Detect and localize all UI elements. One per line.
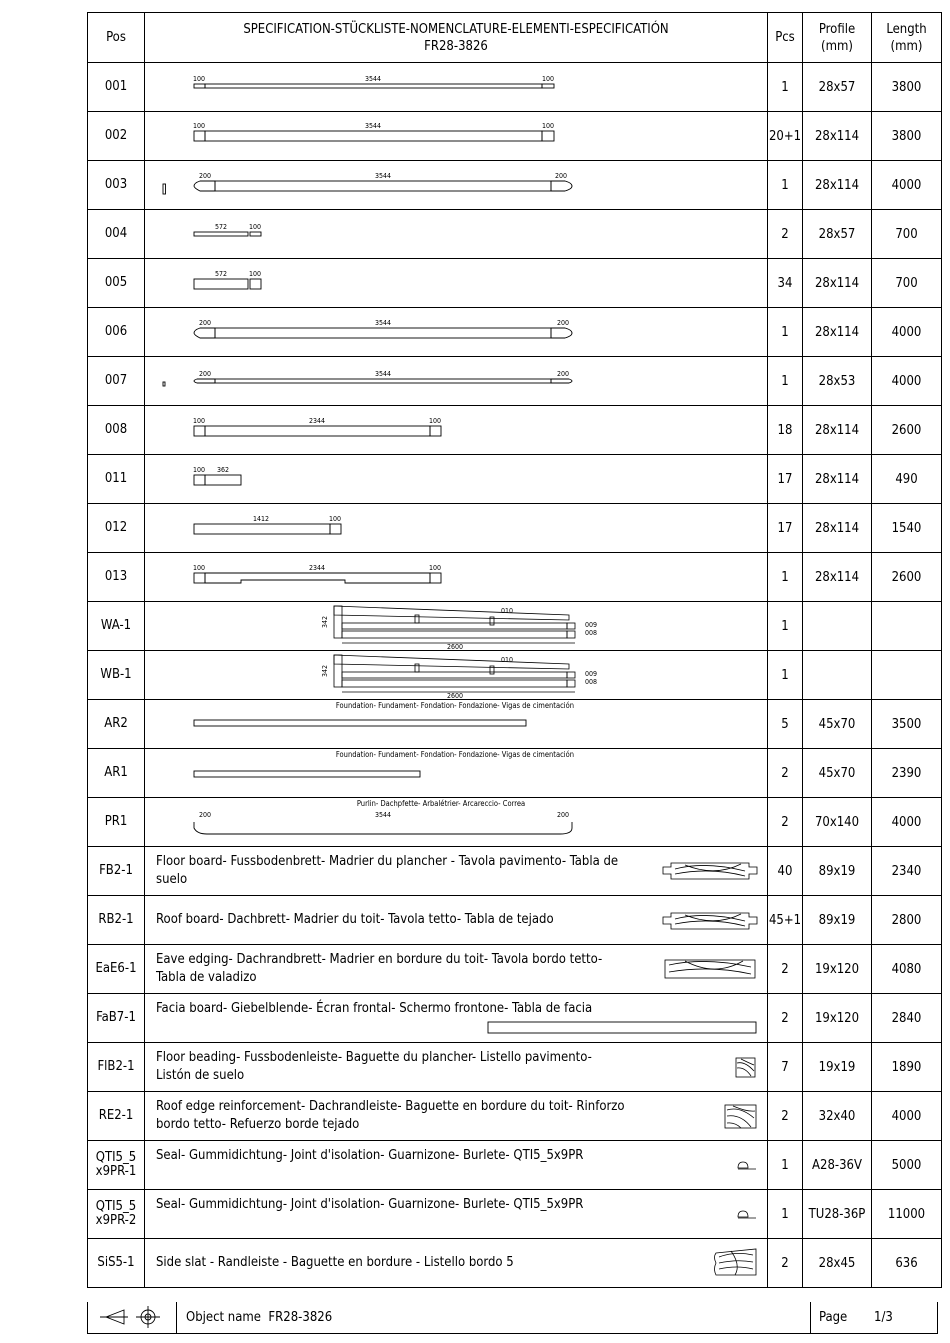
- part-drawing: [145, 406, 768, 455]
- dim-label: 1412: [252, 515, 270, 523]
- part-drawing: [145, 896, 768, 945]
- dim-label: 100: [192, 75, 206, 83]
- part-note: Foundation- Fundament- Fondation- Fondazione- Vigas de cimentación: [335, 750, 575, 759]
- part-drawing-012: [145, 504, 767, 552]
- seal-profile-icon: [145, 1141, 767, 1189]
- length-cell: 1540: [872, 504, 942, 553]
- pcs-cell: 17: [768, 455, 803, 504]
- profile-cell: 28x114: [803, 112, 872, 161]
- part-drawing: [145, 1043, 768, 1092]
- dim-label: 3544: [374, 370, 392, 378]
- part-description: Roof board- Dachbrett- Madrier du toit- Tavola tetto- Tabla de tejado: [156, 912, 554, 927]
- profile-cell: 28x57: [803, 210, 872, 259]
- header-profile-unit: (mm): [821, 38, 853, 54]
- table-row: [88, 553, 942, 602]
- pos-cell: FaB7-1: [88, 994, 145, 1043]
- table-row: [88, 112, 942, 161]
- pos-cell: 007: [88, 357, 145, 406]
- board-profile-icon: [145, 945, 767, 993]
- pcs-cell: 2: [768, 945, 803, 994]
- dim-label: 342: [321, 664, 329, 678]
- length-cell: 700: [872, 259, 942, 308]
- dim-label: 2344: [308, 417, 326, 425]
- dim-label: 200: [554, 172, 568, 180]
- part-drawing: [145, 700, 768, 749]
- dim-label: 009: [584, 670, 598, 678]
- profile-cell: 45x70: [803, 749, 872, 798]
- table-row: [88, 798, 942, 847]
- pcs-cell: 2: [768, 749, 803, 798]
- pcs-cell: 1: [768, 602, 803, 651]
- pcs-cell: 17: [768, 504, 803, 553]
- pos-cell: 001: [88, 63, 145, 112]
- board-profile-icon: [145, 896, 767, 944]
- part-drawing: [145, 259, 768, 308]
- part-drawing-002: [145, 112, 767, 160]
- length-cell: 1890: [872, 1043, 942, 1092]
- pos-cell: [88, 1190, 145, 1239]
- part-drawing-006: [145, 308, 767, 356]
- table-row: [88, 847, 942, 896]
- seal-profile-icon: [145, 1190, 767, 1238]
- pcs-cell: 5: [768, 700, 803, 749]
- dim-label: 100: [192, 564, 206, 572]
- length-cell: 11000: [872, 1190, 942, 1239]
- pcs-cell: 2: [768, 994, 803, 1043]
- part-description: Eave edging- Dachrandbrett- Madrier en bordure du toit- Tavola bordo tetto- Tabla de valadizo: [156, 952, 603, 985]
- specification-table: [87, 12, 942, 1288]
- title-block: [87, 1302, 938, 1334]
- profile-cell: 45x70: [803, 700, 872, 749]
- part-drawing: [145, 63, 768, 112]
- profile-cell: 28x114: [803, 161, 872, 210]
- table-row: [88, 259, 942, 308]
- table-row: [88, 1239, 942, 1288]
- header-row: [88, 13, 942, 63]
- profile-cell: A28-36V: [803, 1141, 872, 1190]
- part-drawing: [145, 357, 768, 406]
- part-drawing-001: [145, 63, 767, 111]
- dim-label: 2344: [308, 564, 326, 572]
- dim-label: 2600: [446, 692, 464, 700]
- pos-line: QTI5_5: [95, 1199, 137, 1214]
- spec-title: SPECIFICATION-STÜCKLISTE-NOMENCLATURE-ELEMENTI-ESPECIFICATIÓN: [243, 21, 669, 37]
- part-description: Floor board- Fussbodenbrett- Madrier du plancher - Tavola pavimento- Tabla de suelo: [156, 854, 619, 887]
- pos-cell: 003: [88, 161, 145, 210]
- profile-cell: 19x120: [803, 994, 872, 1043]
- part-description: Roof edge reinforcement- Dachrandleiste- Baguette en bordure du toit- Rinforzo bordo tetto- Refuerzo borde tejado: [156, 1099, 625, 1132]
- pcs-cell: 45+1: [768, 896, 803, 945]
- object-name-value: FR28-3826: [268, 1310, 333, 1325]
- header-profile: [803, 13, 872, 63]
- dim-label: 009: [584, 621, 598, 629]
- part-drawing: [145, 1092, 768, 1141]
- part-drawing-004: [145, 210, 767, 258]
- dim-label: 200: [556, 319, 570, 327]
- pos-cell: 008: [88, 406, 145, 455]
- length-cell: 2840: [872, 994, 942, 1043]
- dim-label: 010: [500, 656, 514, 664]
- length-cell: 2800: [872, 896, 942, 945]
- profile-cell: 28x114: [803, 455, 872, 504]
- object-name: [186, 1310, 332, 1325]
- part-description: Seal- Gummidichtung- Joint d'isolation- Guarnizone- Burlete- QTI5_5x9PR: [156, 1197, 584, 1212]
- part-drawing: [145, 994, 768, 1043]
- part-drawing: [145, 308, 768, 357]
- dim-label: 342: [321, 615, 329, 629]
- length-cell: [872, 651, 942, 700]
- board-profile-icon: [145, 847, 767, 895]
- table-row: [88, 63, 942, 112]
- pcs-cell: 34: [768, 259, 803, 308]
- profile-cell: 70x140: [803, 798, 872, 847]
- dim-label: 200: [198, 319, 212, 327]
- part-drawing-007: [145, 357, 767, 405]
- pcs-cell: 1: [768, 63, 803, 112]
- dim-label: 008: [584, 629, 598, 637]
- part-drawing-AR1: [145, 749, 767, 797]
- facia-board-drawing: [145, 994, 767, 1042]
- part-drawing: [145, 1239, 768, 1288]
- length-cell: 3800: [872, 112, 942, 161]
- profile-cell: 28x114: [803, 504, 872, 553]
- header-title: [145, 13, 768, 63]
- dim-label: 572: [214, 270, 228, 278]
- table-row: [88, 945, 942, 994]
- pos-cell: WB-1: [88, 651, 145, 700]
- part-drawing-AR2: [145, 700, 767, 748]
- part-drawing-WA-1: [145, 602, 767, 650]
- pos-cell: 012: [88, 504, 145, 553]
- pos-cell: 004: [88, 210, 145, 259]
- header-length-unit: (mm): [890, 38, 923, 54]
- part-drawing-WB-1: [145, 651, 767, 699]
- pcs-cell: 40: [768, 847, 803, 896]
- part-description: Facia board- Giebelblende- Écran frontal- Schermo frontone- Tabla de facia: [156, 1001, 593, 1016]
- pos-cell: FB2-1: [88, 847, 145, 896]
- dim-label: 200: [198, 370, 212, 378]
- profile-cell: 19x19: [803, 1043, 872, 1092]
- page-label: Page: [819, 1310, 848, 1325]
- part-note: Foundation- Fundament- Fondation- Fondazione- Vigas de cimentación: [335, 701, 575, 710]
- profile-cell: 32x40: [803, 1092, 872, 1141]
- pos-cell: AR2: [88, 700, 145, 749]
- part-drawing: [145, 112, 768, 161]
- length-cell: 4000: [872, 161, 942, 210]
- object-code: FR28-3826: [424, 38, 488, 54]
- header-length-label: Length: [886, 21, 927, 37]
- page-number: 1/3: [874, 1310, 893, 1325]
- dim-label: 200: [198, 811, 212, 819]
- table-row: [88, 896, 942, 945]
- dim-label: 100: [192, 466, 206, 474]
- part-drawing: [145, 602, 768, 651]
- dim-label: 100: [192, 122, 206, 130]
- pcs-cell: 1: [768, 1141, 803, 1190]
- dim-label: 100: [428, 564, 442, 572]
- pcs-cell: 1: [768, 1190, 803, 1239]
- pos-line: x9PR-2: [95, 1213, 137, 1228]
- dim-label: 3544: [364, 75, 382, 83]
- length-cell: 700: [872, 210, 942, 259]
- part-note: Purlin- Dachpfette- Arbalétrier- Arcareccio- Correa: [356, 799, 526, 808]
- profile-cell: 28x114: [803, 259, 872, 308]
- profile-cell: TU28-36P: [803, 1190, 872, 1239]
- length-cell: 3800: [872, 63, 942, 112]
- footer-divider: [810, 1302, 811, 1333]
- pos-cell: [88, 1141, 145, 1190]
- dim-label: 100: [541, 75, 555, 83]
- pos-cell: 005: [88, 259, 145, 308]
- table-row: [88, 161, 942, 210]
- length-cell: 4000: [872, 357, 942, 406]
- part-description: Floor beading- Fussbodenleiste- Baguette du plancher- Listello pavimento- Listón de suelo: [156, 1050, 592, 1083]
- profile-cell: 89x19: [803, 847, 872, 896]
- part-drawing: [145, 1141, 768, 1190]
- dim-label: 100: [248, 270, 262, 278]
- pos-cell: AR1: [88, 749, 145, 798]
- part-drawing: [145, 847, 768, 896]
- pcs-cell: 1: [768, 357, 803, 406]
- pos-cell: FlB2-1: [88, 1043, 145, 1092]
- pcs-cell: 2: [768, 1092, 803, 1141]
- part-drawing-008: [145, 406, 767, 454]
- part-description: Seal- Gummidichtung- Joint d'isolation- Guarnizone- Burlete- QTI5_5x9PR: [156, 1148, 584, 1163]
- table-row: [88, 357, 942, 406]
- table-row: [88, 455, 942, 504]
- pos-cell: 006: [88, 308, 145, 357]
- length-cell: 2390: [872, 749, 942, 798]
- length-cell: 4080: [872, 945, 942, 994]
- part-drawing: [145, 504, 768, 553]
- pos-cell: WA-1: [88, 602, 145, 651]
- header-pos: Pos: [88, 13, 145, 63]
- dim-label: 010: [500, 607, 514, 615]
- profile-cell: [803, 602, 872, 651]
- table-row: [88, 1141, 942, 1190]
- part-drawing: [145, 945, 768, 994]
- table-row: [88, 308, 942, 357]
- table-row: [88, 651, 942, 700]
- table-row: [88, 210, 942, 259]
- profile-cell: [803, 651, 872, 700]
- part-drawing: [145, 553, 768, 602]
- header-length: [872, 13, 942, 63]
- pos-line: x9PR-1: [95, 1164, 137, 1179]
- pos-cell: 013: [88, 553, 145, 602]
- dim-label: 572: [214, 223, 228, 231]
- dim-label: 100: [192, 417, 206, 425]
- specification-sheet: [87, 12, 938, 1334]
- profile-cell: 28x114: [803, 308, 872, 357]
- pos-cell: 002: [88, 112, 145, 161]
- profile-cell: 28x114: [803, 553, 872, 602]
- part-drawing: [145, 455, 768, 504]
- length-cell: 2600: [872, 406, 942, 455]
- profile-cell: 28x57: [803, 63, 872, 112]
- dim-label: 3544: [374, 319, 392, 327]
- pos-cell: RB2-1: [88, 896, 145, 945]
- length-cell: 490: [872, 455, 942, 504]
- part-drawing: [145, 651, 768, 700]
- header-pcs: Pcs: [768, 13, 803, 63]
- dim-label: 3544: [374, 811, 392, 819]
- profile-cell: 19x120: [803, 945, 872, 994]
- dim-label: 200: [198, 172, 212, 180]
- table-row: [88, 504, 942, 553]
- beading-profile-icon: [145, 1043, 767, 1091]
- pcs-cell: 2: [768, 798, 803, 847]
- part-description: Side slat - Randleiste - Baguette en bordure - Listello bordo 5: [156, 1255, 514, 1270]
- part-drawing: [145, 749, 768, 798]
- profile-cell: 28x45: [803, 1239, 872, 1288]
- length-cell: 4000: [872, 1092, 942, 1141]
- part-drawing-013: [145, 553, 767, 601]
- length-cell: 5000: [872, 1141, 942, 1190]
- length-cell: 636: [872, 1239, 942, 1288]
- dim-label: 100: [428, 417, 442, 425]
- dim-label: 200: [556, 370, 570, 378]
- dim-label: 008: [584, 678, 598, 686]
- dim-label: 100: [248, 223, 262, 231]
- table-row: [88, 602, 942, 651]
- dim-label: 362: [216, 466, 230, 474]
- pcs-cell: 1: [768, 553, 803, 602]
- part-drawing-PR1: [145, 798, 767, 846]
- length-cell: 4000: [872, 798, 942, 847]
- pcs-cell: 1: [768, 651, 803, 700]
- length-cell: [872, 602, 942, 651]
- part-drawing: [145, 1190, 768, 1239]
- side-slat-profile-icon: [145, 1239, 767, 1287]
- part-drawing: [145, 210, 768, 259]
- pos-cell: 011: [88, 455, 145, 504]
- length-cell: 2600: [872, 553, 942, 602]
- pcs-cell: 7: [768, 1043, 803, 1092]
- object-name-label: Object name: [186, 1310, 261, 1325]
- part-drawing-003: [145, 161, 767, 209]
- dim-label: 200: [556, 811, 570, 819]
- length-cell: 4000: [872, 308, 942, 357]
- header-profile-label: Profile: [818, 21, 856, 37]
- table-row: [88, 700, 942, 749]
- part-drawing-011: [145, 455, 767, 503]
- part-drawing: [145, 798, 768, 847]
- dim-label: 2600: [446, 643, 464, 651]
- table-row: [88, 749, 942, 798]
- table-row: [88, 994, 942, 1043]
- dim-label: 100: [328, 515, 342, 523]
- length-cell: 3500: [872, 700, 942, 749]
- part-drawing-005: [145, 259, 767, 307]
- pcs-cell: 2: [768, 1239, 803, 1288]
- table-row: [88, 1043, 942, 1092]
- table-row: [88, 406, 942, 455]
- pcs-cell: 2: [768, 210, 803, 259]
- pcs-cell: 1: [768, 161, 803, 210]
- projection-symbol-icon: [88, 1302, 177, 1333]
- profile-cell: 28x53: [803, 357, 872, 406]
- reinforcement-profile-icon: [145, 1092, 767, 1140]
- part-drawing: [145, 161, 768, 210]
- dim-label: 3544: [374, 172, 392, 180]
- dim-label: 100: [541, 122, 555, 130]
- table-row: [88, 1092, 942, 1141]
- profile-cell: 28x114: [803, 406, 872, 455]
- pos-cell: EaE6-1: [88, 945, 145, 994]
- pos-cell: SiS5-1: [88, 1239, 145, 1288]
- pcs-cell: 18: [768, 406, 803, 455]
- pos-cell: RE2-1: [88, 1092, 145, 1141]
- pcs-cell: 20+1: [768, 112, 803, 161]
- pos-line: QTI5_5: [95, 1150, 137, 1165]
- dim-label: 3544: [364, 122, 382, 130]
- profile-cell: 89x19: [803, 896, 872, 945]
- length-cell: 2340: [872, 847, 942, 896]
- table-row: [88, 1190, 942, 1239]
- pos-cell: PR1: [88, 798, 145, 847]
- pcs-cell: 1: [768, 308, 803, 357]
